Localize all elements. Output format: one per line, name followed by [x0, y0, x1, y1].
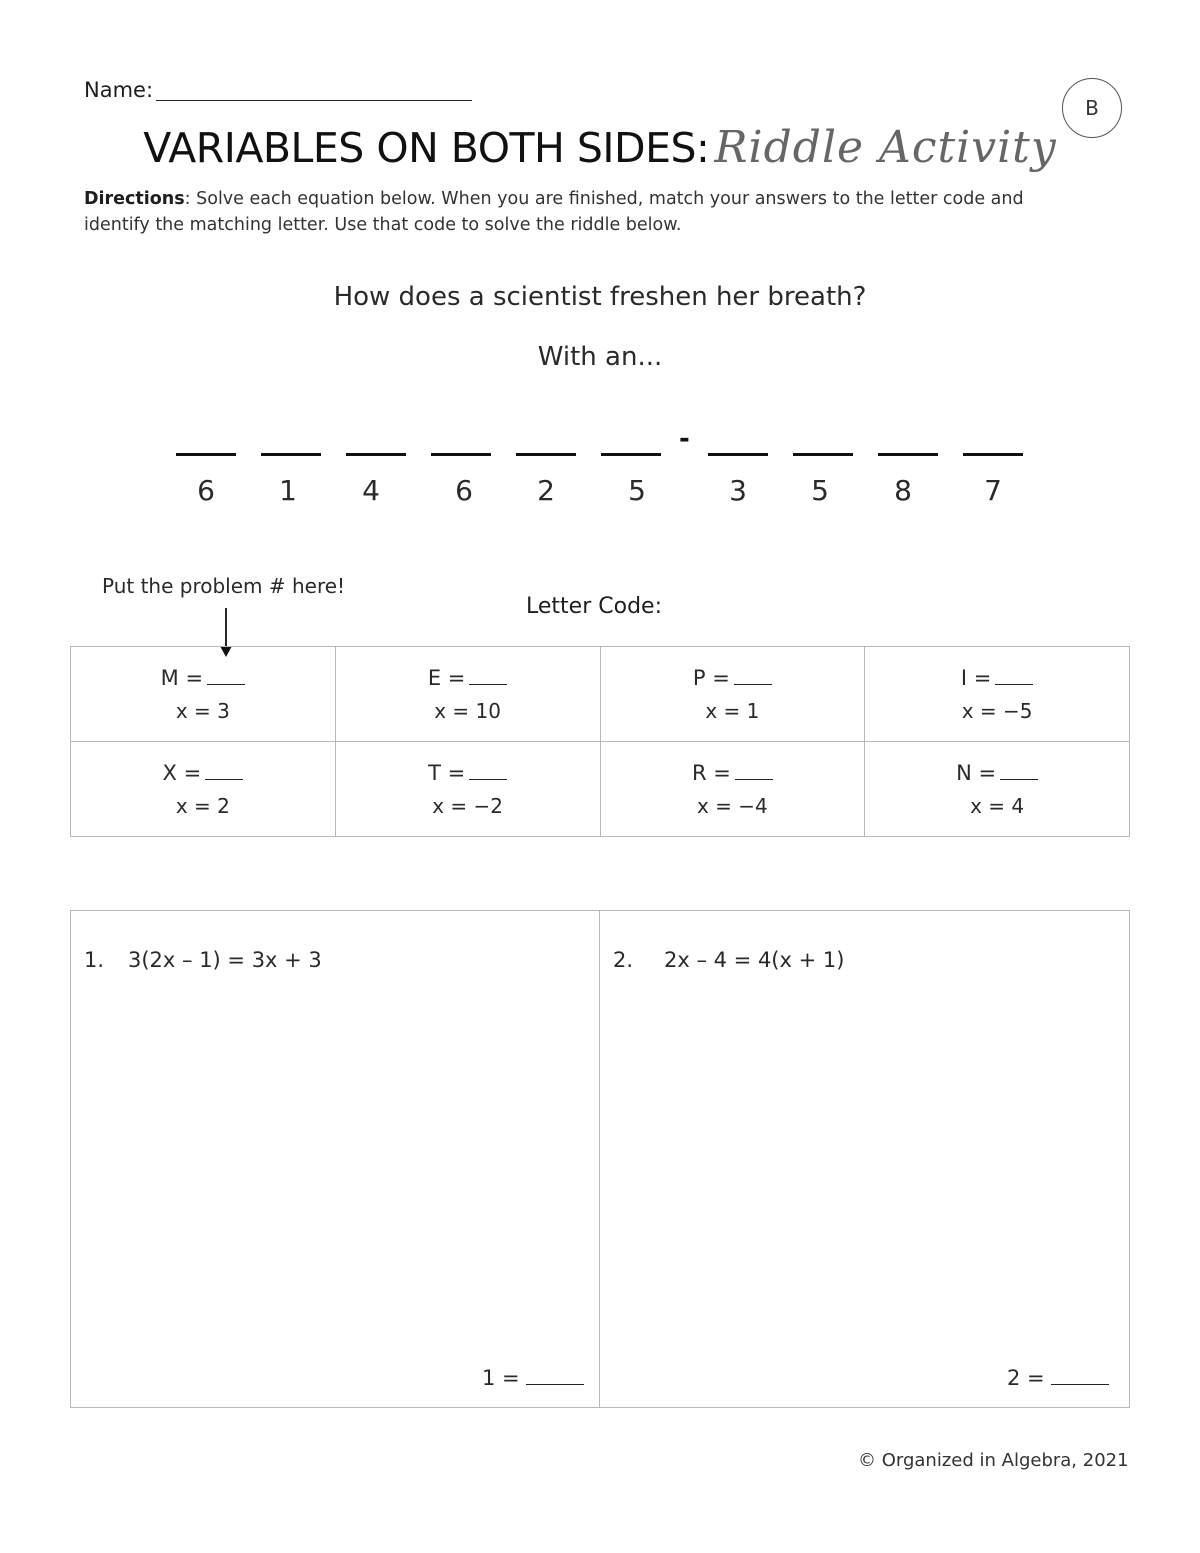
problem-number-blank[interactable]	[735, 763, 773, 780]
page-title	[0, 122, 1200, 173]
directions-label: Directions	[84, 189, 185, 209]
problems-divider	[599, 910, 600, 1408]
table-row	[71, 647, 1130, 742]
problems-box	[70, 910, 1130, 1408]
directions-text: : Solve each equation below. When you are finished, match your answers to the letter code and identify the matching letter. Use that code to solve the riddle below.	[84, 189, 1024, 235]
code-letter: E =	[427, 666, 466, 690]
code-letter: N =	[956, 761, 997, 785]
code-letter: P =	[692, 666, 730, 690]
problem-number: 1.	[84, 948, 105, 972]
code-letter: T =	[428, 761, 466, 785]
riddle-blank[interactable]	[346, 453, 406, 456]
riddle-number: 6	[455, 474, 473, 507]
riddle-number: 8	[894, 474, 912, 507]
directions	[84, 186, 1084, 238]
problem-equation: 3(2x – 1) = 3x + 3	[128, 948, 322, 972]
riddle-number: 7	[984, 474, 1002, 507]
problem-number-blank[interactable]	[734, 668, 772, 685]
problem-number: 2.	[613, 948, 634, 972]
riddle-blank[interactable]	[878, 453, 938, 456]
riddle-blank[interactable]	[793, 453, 853, 456]
problem-number-blank[interactable]	[469, 668, 507, 685]
code-value: x = 1	[705, 699, 760, 723]
riddle-blank[interactable]	[708, 453, 768, 456]
riddle-number: 3	[729, 474, 747, 507]
letter-code-cell	[71, 647, 336, 742]
code-letter: X =	[162, 761, 202, 785]
riddle-number: 6	[197, 474, 215, 507]
answer-blank[interactable]	[1051, 1368, 1109, 1385]
problem-hint: Put the problem # here!	[102, 574, 346, 598]
problem-equation: 2x – 4 = 4(x + 1)	[664, 948, 845, 972]
code-value: x = −2	[432, 794, 504, 818]
title-main: VARIABLES ON BOTH SIDES:	[143, 124, 710, 172]
letter-code-cell	[335, 647, 600, 742]
letter-code-table	[70, 646, 1130, 837]
code-value: x = 2	[175, 794, 230, 818]
problem-number-blank[interactable]	[995, 668, 1033, 685]
version-badge: B	[1062, 78, 1122, 138]
answer-label: 2 =	[1007, 1366, 1045, 1390]
riddle-blank[interactable]	[431, 453, 491, 456]
title-subtitle: Riddle Activity	[714, 122, 1057, 173]
riddle-hyphen: -	[679, 424, 690, 454]
problem-answer	[1007, 1366, 1109, 1390]
code-value: x = 10	[434, 699, 501, 723]
copyright: © Organized in Algebra, 2021	[858, 1450, 1129, 1471]
problem-number-blank[interactable]	[1000, 763, 1038, 780]
riddle-blank[interactable]	[261, 453, 321, 456]
code-letter: I =	[960, 666, 992, 690]
letter-code-cell	[865, 742, 1130, 837]
answer-blank[interactable]	[526, 1368, 584, 1385]
problem-number-blank[interactable]	[207, 668, 245, 685]
riddle-blank[interactable]	[516, 453, 576, 456]
riddle-number: 5	[811, 474, 829, 507]
name-label: Name:	[84, 78, 154, 102]
letter-code-cell	[335, 742, 600, 837]
riddle-blank[interactable]	[963, 453, 1023, 456]
answer-label: 1 =	[482, 1366, 520, 1390]
name-field[interactable]	[156, 100, 472, 101]
table-row	[71, 742, 1130, 837]
code-letter: R =	[691, 761, 731, 785]
letter-code-cell	[865, 647, 1130, 742]
letter-code-cell	[600, 742, 865, 837]
riddle-number: 2	[537, 474, 555, 507]
problem-number-blank[interactable]	[469, 763, 507, 780]
riddle-blank[interactable]	[601, 453, 661, 456]
riddle-number: 1	[279, 474, 297, 507]
code-value: x = 4	[970, 794, 1025, 818]
riddle-blank[interactable]	[176, 453, 236, 456]
letter-code-cell	[71, 742, 336, 837]
code-value: x = −4	[696, 794, 768, 818]
problem-number-blank[interactable]	[205, 763, 243, 780]
letter-code-cell	[600, 647, 865, 742]
problem-answer	[482, 1366, 584, 1390]
riddle-number: 4	[362, 474, 380, 507]
riddle-lead: With an...	[537, 342, 663, 372]
letter-code-title: Letter Code:	[526, 594, 662, 619]
riddle-number: 5	[628, 474, 646, 507]
code-value: x = 3	[175, 699, 230, 723]
code-letter: M =	[160, 666, 204, 690]
riddle-question: How does a scientist freshen her breath?	[333, 282, 867, 312]
code-value: x = −5	[961, 699, 1033, 723]
